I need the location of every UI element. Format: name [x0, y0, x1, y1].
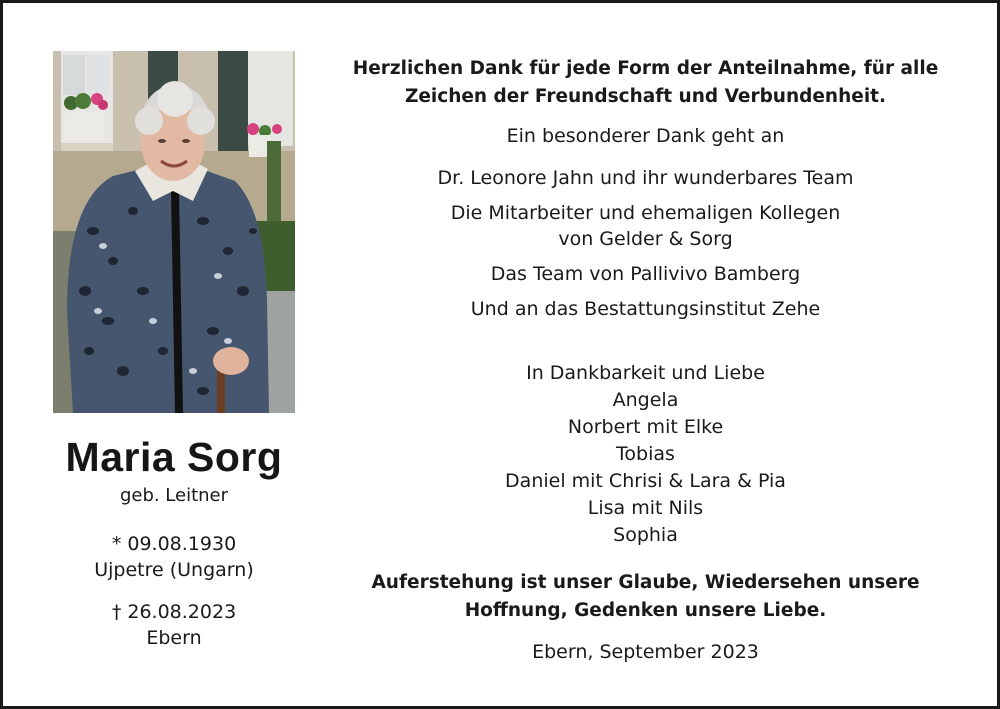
signer: Daniel mit Chrisi & Lara & Pia — [505, 470, 786, 492]
signer: Sophia — [613, 524, 678, 546]
signer: Lisa mit Nils — [587, 497, 704, 519]
signers — [333, 360, 958, 549]
thanks-intro: Ein besonderer Dank geht an — [506, 125, 785, 147]
heading-line-2: Zeichen der Freundschaft und Verbundenheit. — [404, 86, 887, 107]
thanks-entry — [333, 200, 958, 252]
thanks-entry — [333, 296, 958, 322]
signer: Angela — [612, 389, 679, 411]
thanks-entry-text: Und an das Bestattungsinstitut Zehe — [470, 298, 821, 320]
birth-place: Ujpetre (Ungarn) — [94, 559, 254, 581]
birth-date: * 09.08.1930 — [111, 533, 237, 555]
thanks-entry-text: von Gelder & Sorg — [558, 228, 733, 250]
death-date: † 26.08.2023 — [111, 601, 237, 623]
thanks-entry — [333, 165, 958, 191]
motto-line-1: Auferstehung ist unser Glaube, Wiedersehen unsere — [371, 572, 920, 593]
motto-line-2: Hoffnung, Gedenken unsere Liebe. — [464, 600, 827, 621]
signers-intro: In Dankbarkeit und Liebe — [526, 362, 765, 384]
heading — [333, 55, 958, 111]
life-dates — [53, 531, 295, 651]
thanks-entry-text: Die Mitarbeiter und ehemaligen Kollegen — [450, 202, 841, 224]
deceased-name: Maria Sorg — [65, 434, 283, 480]
death-place: Ebern — [146, 627, 202, 649]
portrait-photo — [53, 51, 295, 413]
deceased-column — [53, 51, 295, 651]
thanks-entry — [333, 261, 958, 287]
heading-line-1: Herzlichen Dank für jede Form der Anteilnahme, für alle — [352, 58, 939, 79]
portrait-illustration — [53, 51, 295, 413]
motto — [333, 569, 958, 625]
signer: Tobias — [616, 443, 675, 465]
maiden-name: geb. Leitner — [119, 485, 229, 506]
signer: Norbert mit Elke — [567, 416, 724, 438]
thanks-entry-text: Das Team von Pallivivo Bamberg — [490, 263, 801, 285]
thanks-entry-text: Dr. Leonore Jahn und ihr wunderbares Team — [437, 167, 854, 189]
place-date: Ebern, September 2023 — [532, 641, 759, 663]
message-column — [333, 51, 958, 665]
thanks-list — [333, 165, 958, 322]
